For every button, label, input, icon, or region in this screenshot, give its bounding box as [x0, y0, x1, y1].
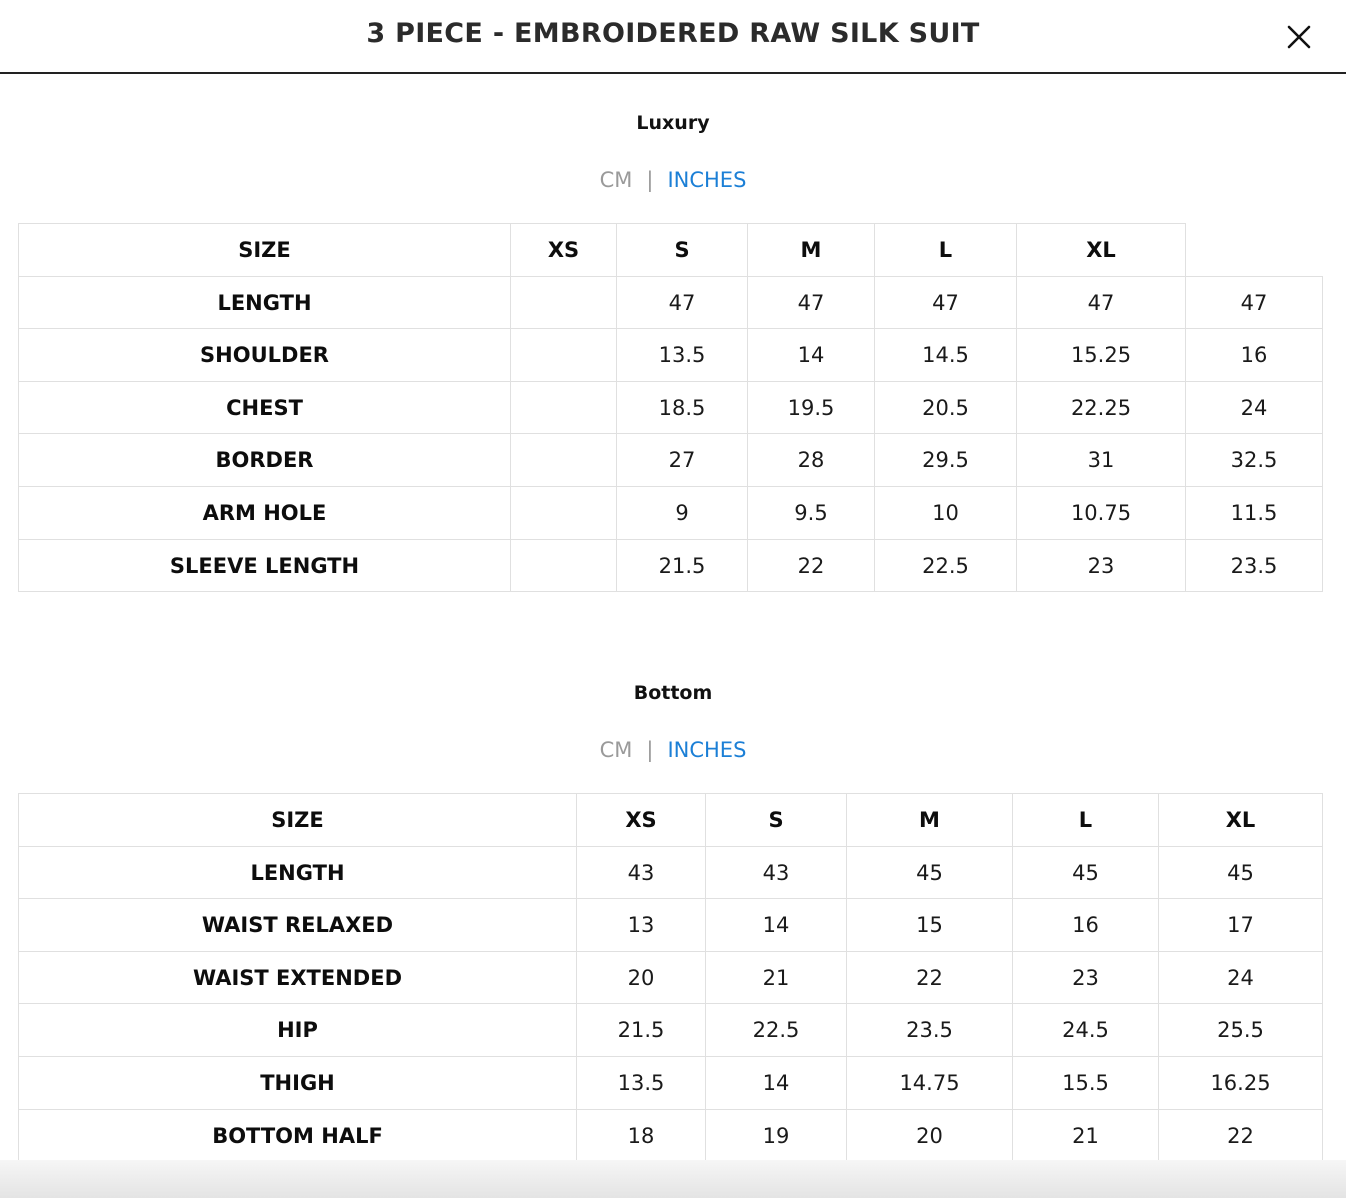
header-size-l: L	[1012, 793, 1159, 847]
measurement-cell: 47	[1185, 276, 1323, 329]
unit-inches-button[interactable]: INCHES	[667, 738, 747, 762]
close-icon[interactable]	[1280, 18, 1318, 56]
measurement-cell: 45	[846, 846, 1013, 899]
row-label: WAIST RELAXED	[18, 898, 577, 952]
measurement-cell: 15	[846, 898, 1013, 952]
row-label: SHOULDER	[18, 328, 511, 382]
row-label: LENGTH	[18, 276, 511, 329]
unit-separator: |	[646, 738, 654, 762]
measurement-cell: 28	[747, 433, 875, 487]
measurement-cell: 14	[705, 898, 847, 952]
measurement-cell: 47	[747, 276, 875, 329]
measurement-cell: 18	[576, 1109, 706, 1162]
measurement-cell: 13.5	[616, 328, 748, 382]
measurement-cell: 17	[1158, 898, 1323, 952]
row-label: THIGH	[18, 1056, 577, 1110]
measurement-cell: 20	[576, 951, 706, 1004]
measurement-cell: 24.5	[1012, 1003, 1159, 1057]
measurement-cell: 29.5	[874, 433, 1017, 487]
modal-header	[0, 0, 1346, 74]
measurement-cell: 21	[705, 951, 847, 1004]
unit-toggle-bottom	[0, 738, 1346, 762]
measurement-cell: 24	[1185, 381, 1323, 434]
row-label: SLEEVE LENGTH	[18, 539, 511, 592]
row-label: CHEST	[18, 381, 511, 434]
measurement-cell: 27	[616, 433, 748, 487]
unit-separator: |	[646, 168, 654, 192]
measurement-cell: 22.5	[874, 539, 1017, 592]
unit-cm-button[interactable]: CM	[599, 738, 633, 762]
measurement-cell: 24	[1158, 951, 1323, 1004]
measurement-cell: 9.5	[747, 486, 875, 540]
measurement-cell: 22.5	[705, 1003, 847, 1057]
measurement-cell: 22.25	[1016, 381, 1186, 434]
header-size-label: SIZE	[18, 793, 577, 847]
header-size-s: S	[616, 223, 748, 277]
measurement-cell: 47	[1016, 276, 1186, 329]
measurement-cell: 43	[576, 846, 706, 899]
measurement-cell: 16.25	[1158, 1056, 1323, 1110]
measurement-cell	[510, 486, 617, 540]
header-size-label: SIZE	[18, 223, 511, 277]
modal-title: 3 PIECE - EMBROIDERED RAW SILK SUIT	[366, 18, 980, 49]
measurement-cell: 16	[1185, 328, 1323, 382]
measurement-cell: 11.5	[1185, 486, 1323, 540]
measurement-cell: 31	[1016, 433, 1186, 487]
section-title-luxury: Luxury	[636, 112, 710, 134]
header-size-m: M	[846, 793, 1013, 847]
measurement-cell: 21.5	[616, 539, 748, 592]
measurement-cell: 15.5	[1012, 1056, 1159, 1110]
row-label: BORDER	[18, 433, 511, 487]
measurement-cell: 23	[1016, 539, 1186, 592]
measurement-cell: 13	[576, 898, 706, 952]
measurement-cell: 14	[747, 328, 875, 382]
measurement-cell: 47	[616, 276, 748, 329]
measurement-cell: 14.5	[874, 328, 1017, 382]
measurement-cell	[510, 276, 617, 329]
measurement-cell: 23.5	[846, 1003, 1013, 1057]
measurement-cell	[510, 328, 617, 382]
section-title-bottom: Bottom	[633, 682, 713, 704]
header-size-xs: XS	[510, 223, 617, 277]
measurement-cell: 22	[747, 539, 875, 592]
measurement-cell: 22	[1158, 1109, 1323, 1162]
measurement-cell: 21	[1012, 1109, 1159, 1162]
measurement-cell: 19	[705, 1109, 847, 1162]
header-size-xl: XL	[1016, 223, 1186, 277]
unit-toggle-luxury	[0, 168, 1346, 192]
header-size-m: M	[747, 223, 875, 277]
measurement-cell: 47	[874, 276, 1017, 329]
measurement-cell: 13.5	[576, 1056, 706, 1110]
row-label: LENGTH	[18, 846, 577, 899]
measurement-cell	[510, 539, 617, 592]
header-size-xl: XL	[1158, 793, 1323, 847]
row-label: ARM HOLE	[18, 486, 511, 540]
measurement-cell	[510, 381, 617, 434]
row-label: BOTTOM HALF	[18, 1109, 577, 1162]
measurement-cell: 22	[846, 951, 1013, 1004]
measurement-cell: 45	[1012, 846, 1159, 899]
row-label: WAIST EXTENDED	[18, 951, 577, 1004]
measurement-cell: 15.25	[1016, 328, 1186, 382]
measurement-cell: 16	[1012, 898, 1159, 952]
measurement-cell: 20.5	[874, 381, 1017, 434]
modal-footer-shade	[0, 1160, 1346, 1198]
measurement-cell: 20	[846, 1109, 1013, 1162]
measurement-cell: 21.5	[576, 1003, 706, 1057]
measurement-cell: 10	[874, 486, 1017, 540]
header-size-l: L	[874, 223, 1017, 277]
measurement-cell: 23.5	[1185, 539, 1323, 592]
measurement-cell: 32.5	[1185, 433, 1323, 487]
measurement-cell: 25.5	[1158, 1003, 1323, 1057]
row-label: HIP	[18, 1003, 577, 1057]
unit-inches-button[interactable]: INCHES	[667, 168, 747, 192]
measurement-cell	[510, 433, 617, 487]
measurement-cell: 14.75	[846, 1056, 1013, 1110]
measurement-cell: 18.5	[616, 381, 748, 434]
header-size-xs: XS	[576, 793, 706, 847]
measurement-cell: 19.5	[747, 381, 875, 434]
measurement-cell: 9	[616, 486, 748, 540]
header-size-s: S	[705, 793, 847, 847]
measurement-cell: 10.75	[1016, 486, 1186, 540]
measurement-cell: 45	[1158, 846, 1323, 899]
unit-cm-button[interactable]: CM	[599, 168, 633, 192]
measurement-cell: 43	[705, 846, 847, 899]
measurement-cell: 23	[1012, 951, 1159, 1004]
measurement-cell: 14	[705, 1056, 847, 1110]
